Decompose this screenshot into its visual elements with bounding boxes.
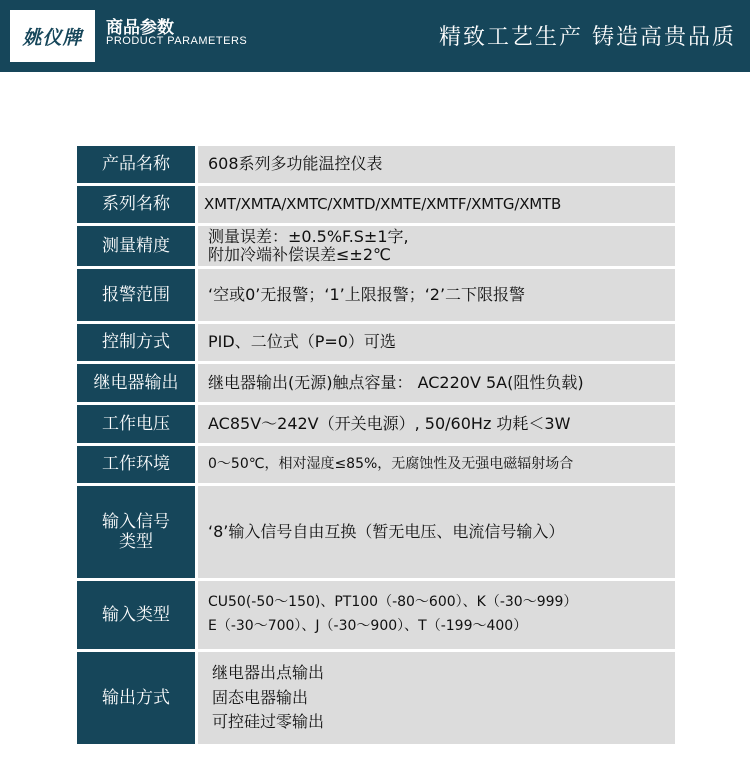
param-value <box>198 186 675 223</box>
section-title-cn: 商品参数 <box>106 18 174 38</box>
param-value-line: 测量误差：±0.5%F.S±1字, <box>208 226 409 246</box>
param-label: 输入信号类型 <box>77 486 195 578</box>
param-value-line: AC85V～242V（开关电源）, 50/60Hz 功耗＜3W <box>208 413 571 433</box>
param-row-product-name <box>77 146 675 183</box>
param-label: 继电器输出 <box>77 364 195 402</box>
param-value-line: 608系列多功能温控仪表 <box>208 154 383 174</box>
param-value-line: XMT/XMTA/XMTC/XMTD/XMTE/XMTF/XMTG/XMTB <box>204 194 562 213</box>
param-value-line: 0～50℃，相对湿度≤85%，无腐蚀性及无强电磁辐射场合 <box>208 456 574 473</box>
section-title-en: PRODUCT PARAMETERS <box>106 35 248 47</box>
param-value <box>198 446 675 483</box>
param-value-line: E（-30～700）、J（-30～900）、T（-199～400） <box>208 618 528 634</box>
param-value <box>198 364 675 402</box>
param-label: 输出方式 <box>77 652 195 744</box>
brand-logo-text: 姚仪牌 <box>22 26 83 49</box>
param-label: 工作电压 <box>77 405 195 443</box>
param-value <box>198 652 675 744</box>
param-value-line: 继电器输出(无源)触点容量： AC220V 5A(阻性负载) <box>208 372 584 392</box>
param-value-line: 可控硅过零输出 <box>212 712 325 732</box>
param-row-output-mode <box>77 652 675 744</box>
param-value <box>198 405 675 443</box>
param-label: 报警范围 <box>77 269 195 321</box>
param-row-relay-output <box>77 364 675 402</box>
param-row-series-name <box>77 186 675 223</box>
param-row-input-signal-type <box>77 486 675 578</box>
param-value-line: ‘空或0’无报警；‘1’上限报警；‘2’二下限报警 <box>208 284 526 304</box>
slogan: 精致工艺生产 铸造高贵品质 <box>439 25 736 50</box>
param-value-line: 附加冷端补偿误差≤±2℃ <box>208 245 391 264</box>
param-label: 产品名称 <box>77 146 195 183</box>
param-row-accuracy <box>77 226 675 266</box>
param-label: 工作环境 <box>77 446 195 483</box>
param-value <box>198 226 675 266</box>
header-banner <box>0 0 750 72</box>
brand-logo <box>10 10 95 62</box>
param-label: 系列名称 <box>77 186 195 223</box>
param-value <box>198 486 675 578</box>
param-row-environment <box>77 446 675 483</box>
param-value <box>198 324 675 361</box>
param-label: 控制方式 <box>77 324 195 361</box>
param-label: 输入类型 <box>77 581 195 649</box>
parameters-table <box>77 146 675 744</box>
param-value-line: ‘8’输入信号自由互换（暂无电压、电流信号输入） <box>208 521 565 541</box>
param-value-line: PID、二位式（P=0）可选 <box>208 332 396 352</box>
param-value <box>198 269 675 321</box>
param-value <box>198 146 675 183</box>
param-label: 测量精度 <box>77 226 195 266</box>
param-row-input-type <box>77 581 675 649</box>
param-row-alarm-range <box>77 269 675 321</box>
param-value-line: CU50(-50～150)、PT100（-80～600）、K（-30～999） <box>208 594 578 611</box>
param-value-line: 继电器出点输出 <box>212 662 325 682</box>
param-row-working-voltage <box>77 405 675 443</box>
param-row-control-mode <box>77 324 675 361</box>
param-value-line: 固态电器输出 <box>212 687 309 707</box>
param-value <box>198 581 675 649</box>
